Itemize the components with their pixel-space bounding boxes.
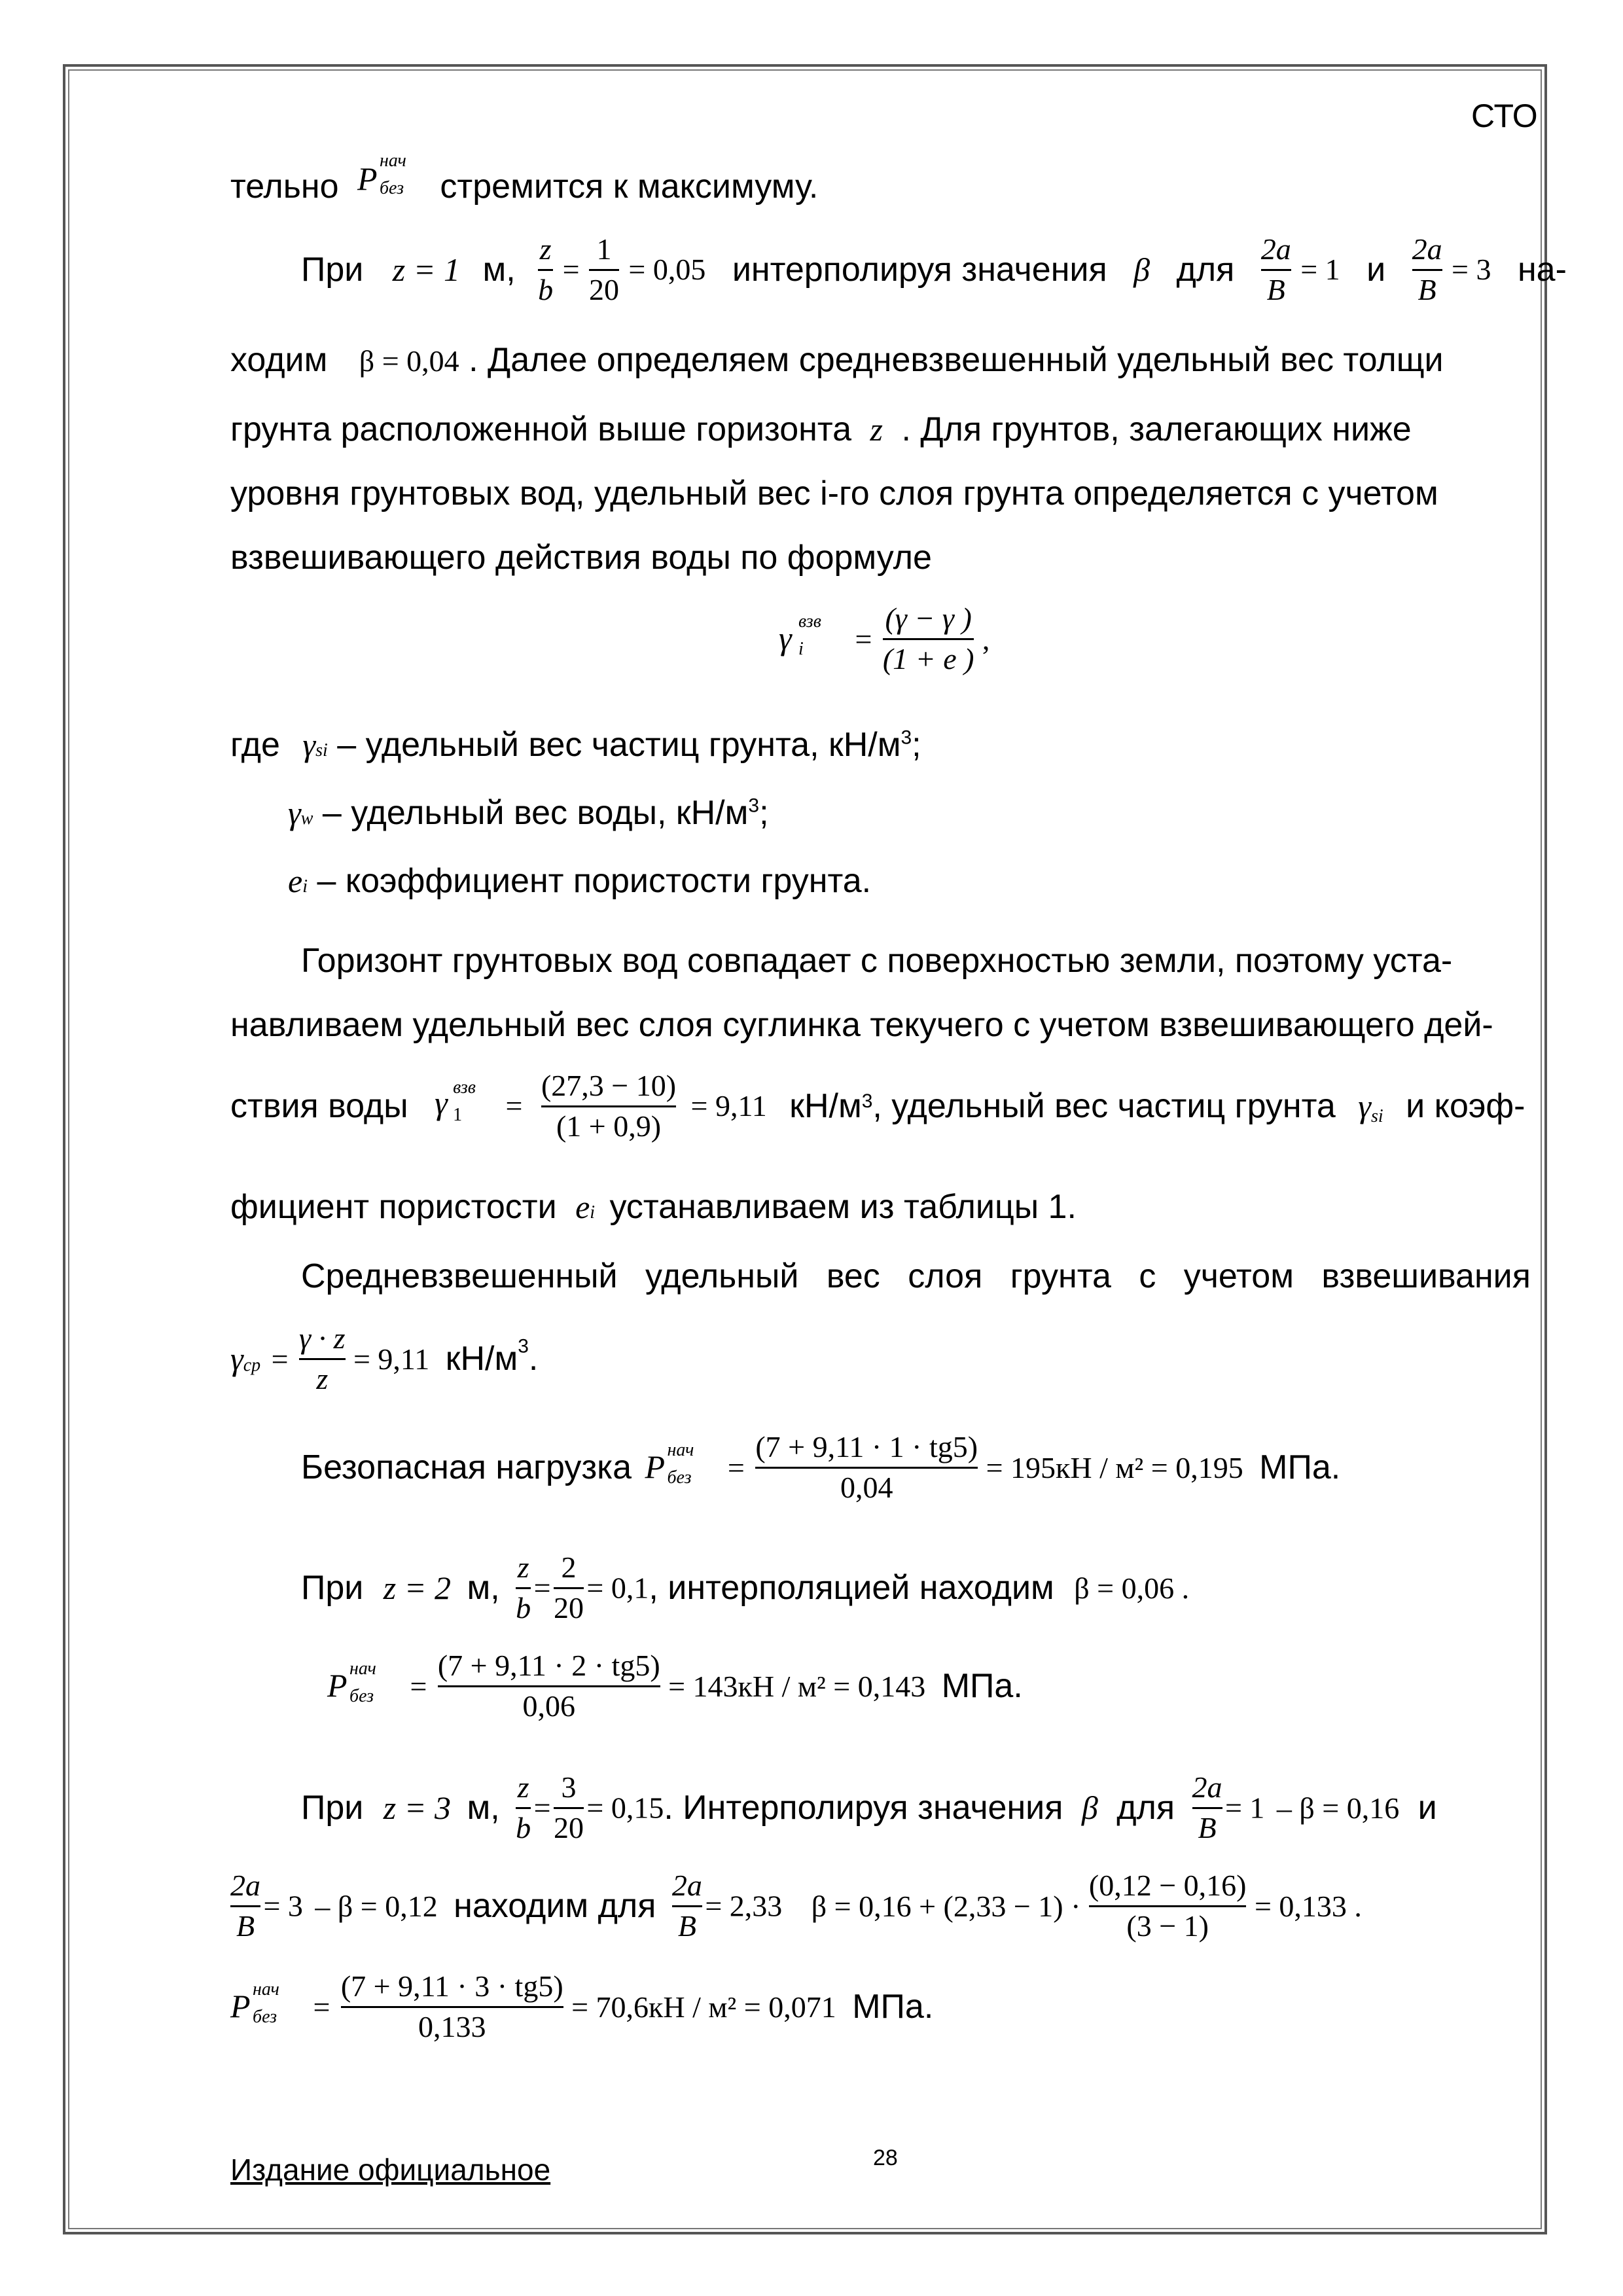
para1-line6: взвешивающего действия воды по формуле <box>230 539 932 577</box>
math-value: = 0,05 <box>628 253 706 287</box>
text-fragment: ходим <box>230 341 328 379</box>
text-fragment: где <box>230 726 280 764</box>
text-fragment: для <box>1176 251 1235 289</box>
math-value: = 9,11 <box>353 1342 430 1376</box>
sup-nach: нач <box>667 1440 694 1461</box>
def-gamma-si <box>230 728 921 762</box>
text-fragment: При <box>301 1569 364 1607</box>
math-value: = 0,15 <box>586 1791 664 1825</box>
den: 0,04 <box>840 1470 893 1504</box>
frac-bar <box>1412 269 1442 271</box>
num: z <box>517 1770 529 1804</box>
eq: = <box>505 1089 523 1123</box>
math-value: β = 0,16 + (2,33 − 1) · <box>811 1889 1081 1923</box>
eq: = <box>855 622 872 656</box>
text-fragment: интерполируя значения <box>732 251 1107 289</box>
formula-p2 <box>327 1649 1023 1723</box>
doc-code: СТО <box>1471 98 1538 134</box>
text-fragment: МПа. <box>941 1667 1023 1706</box>
frac-p3 <box>341 1970 563 2043</box>
sub-bez: без <box>667 1467 692 1488</box>
para1-line2 <box>301 233 1567 306</box>
math-z3: z = 3 <box>383 1789 451 1827</box>
frac-2a-B <box>672 1869 702 1943</box>
text-fragment: кН/м <box>789 1087 862 1126</box>
frac-bar <box>438 1685 660 1687</box>
frac-bar <box>516 1807 531 1809</box>
text-fragment: находим для <box>454 1887 656 1926</box>
eq: = <box>313 1990 330 2024</box>
p-nach-bez-symbol <box>645 1440 717 1488</box>
sup-3: 3 <box>518 1335 529 1357</box>
eq: = <box>562 253 580 287</box>
symbol-gamma: γ <box>302 726 316 763</box>
frac-bar <box>589 269 619 271</box>
sup-nach: нач <box>349 1659 376 1679</box>
text-fragment: кН/м <box>445 1340 518 1378</box>
frac-bar <box>541 1105 676 1107</box>
math-beta: β <box>1133 251 1150 289</box>
num: 2a <box>1260 232 1291 266</box>
text-fragment: . Далее определяем средневзвешенный удельный вес толщи <box>469 341 1444 379</box>
den: z <box>316 1361 329 1395</box>
para1-line3 <box>230 343 1444 377</box>
text-fragment: м, <box>482 251 516 289</box>
frac-gamma <box>883 602 974 675</box>
frac-2-20 <box>554 1551 584 1624</box>
frac-z-b <box>516 1771 531 1844</box>
sub-i: i <box>798 639 804 660</box>
para3-line1: Средневзвешенный удельный вес слоя грунта с учетом взвешивания <box>301 1257 1531 1295</box>
den: b <box>516 1810 531 1844</box>
text-fragment: При <box>301 1789 364 1827</box>
sup-3: 3 <box>748 795 760 817</box>
frac-2a-B <box>1261 233 1291 306</box>
frac-bar <box>230 1905 260 1907</box>
frac-bar <box>755 1467 978 1469</box>
math-value: = 1 <box>1300 253 1340 287</box>
symbol-e: e <box>288 863 303 899</box>
frac-bar <box>341 2006 563 2008</box>
num: (0,12 − 0,16) <box>1088 1869 1247 1902</box>
text-fragment: ствия воды <box>230 1087 408 1126</box>
math-value: – β = 0,12 <box>315 1889 438 1923</box>
text-fragment: фициент пористости <box>230 1188 557 1226</box>
text-fragment: стремится к максимуму. <box>440 168 819 206</box>
math-value: = 195кН / м² = 0,195 <box>986 1450 1243 1484</box>
z2-line <box>301 1551 1189 1624</box>
den: 20 <box>553 1810 584 1844</box>
num: 2a <box>671 1869 702 1902</box>
math-value: = 70,6кН / м² = 0,071 <box>571 1990 836 2024</box>
eq: = <box>271 1342 289 1376</box>
sup-3: 3 <box>901 726 912 749</box>
sub-si: si <box>315 740 328 761</box>
def-ei <box>288 864 871 898</box>
den: b <box>538 272 554 306</box>
num: 2a <box>1192 1770 1222 1804</box>
gamma-1-vzv <box>435 1077 487 1126</box>
text-fragment: ; <box>759 794 769 832</box>
num: (7 + 9,11 · 3 · tg5) <box>340 1969 563 2003</box>
math-value: β = 0,06 . <box>1074 1571 1190 1605</box>
sub-bez: без <box>253 2007 277 2028</box>
num: (γ − γ ) <box>885 601 972 635</box>
text-fragment: , интерполяцией находим <box>649 1569 1054 1607</box>
sub-i: i <box>590 1202 596 1223</box>
sup-nach: нач <box>253 1979 279 2000</box>
para1-line5: уровня грунтовых вод, удельный вес i-го слоя грунта определяется с учетом <box>230 475 1438 512</box>
text-fragment: При <box>301 251 364 289</box>
sup-vzv: взв <box>798 611 821 632</box>
text-fragment: грунта расположенной выше горизонта <box>230 410 852 448</box>
den: 20 <box>588 272 619 306</box>
math-value: – β = 0,16 <box>1276 1791 1400 1825</box>
math-value: β = 0,04 <box>359 344 459 378</box>
z3-line2 <box>230 1869 1362 1943</box>
math-beta: β <box>1081 1789 1098 1827</box>
math-value: = 1 <box>1224 1791 1265 1825</box>
num: 2a <box>230 1869 260 1902</box>
frac-p2 <box>438 1649 660 1723</box>
para1-line1 <box>230 151 819 206</box>
para2-line4 <box>230 1190 1077 1224</box>
symbol-gamma: γ <box>779 620 792 657</box>
num: 3 <box>561 1770 577 1804</box>
text-fragment: тельно <box>230 168 339 206</box>
sub-bez: без <box>379 178 404 198</box>
sub-sp: ср <box>243 1355 261 1376</box>
para1-line4 <box>230 412 1412 446</box>
den: B <box>236 1909 255 1943</box>
num: 2 <box>561 1551 577 1584</box>
text-fragment: и коэф- <box>1406 1087 1525 1126</box>
para2-line3 <box>230 1069 1525 1143</box>
text-fragment: , удельный вес частиц грунта <box>872 1087 1336 1126</box>
text-fragment: МПа. <box>852 1988 934 2026</box>
frac-gamma1 <box>541 1069 676 1143</box>
symbol-gamma: γ <box>1358 1088 1371 1125</box>
frac-3-20 <box>554 1771 584 1844</box>
math-value: = 0,133 . <box>1254 1889 1362 1923</box>
symbol-gamma: γ <box>288 795 301 831</box>
frac-bar <box>516 1587 531 1589</box>
frac-bar <box>299 1358 346 1360</box>
sup-3: 3 <box>861 1090 873 1112</box>
math-z1: z = 1 <box>392 251 460 289</box>
text-fragment: Безопасная нагрузка <box>301 1448 632 1487</box>
num: 1 <box>596 232 612 266</box>
z3-line <box>301 1771 1437 1844</box>
num: (27,3 − 10) <box>541 1069 677 1102</box>
den: B <box>1418 272 1436 306</box>
frac-bar <box>672 1905 702 1907</box>
text-fragment: – удельный вес воды, кН/м <box>322 794 749 832</box>
num: (7 + 9,11 · 2 · tg5) <box>437 1649 660 1682</box>
p-nach-bez-symbol <box>353 151 425 198</box>
text-fragment: м, <box>467 1569 500 1607</box>
frac-z-b <box>538 233 553 306</box>
text-fragment: устанавливаем из таблицы 1. <box>609 1188 1077 1226</box>
frac-bar <box>1089 1905 1247 1907</box>
math-z2: z = 2 <box>383 1570 451 1607</box>
den: (1 + 0,9) <box>556 1109 662 1143</box>
text-fragment: и <box>1366 251 1386 289</box>
footer-official-edition: Издание официальное <box>230 2153 551 2187</box>
math-value: = 143кН / м² = 0,143 <box>668 1669 926 1703</box>
eq: = <box>410 1669 427 1703</box>
text-fragment: для <box>1116 1789 1175 1827</box>
safe-load-line <box>301 1431 1340 1504</box>
den: (3 − 1) <box>1126 1909 1209 1943</box>
den: 0,06 <box>522 1689 575 1723</box>
num: 2a <box>1412 232 1442 266</box>
math-value: = 9,11 <box>690 1089 767 1123</box>
symbol-P: P <box>357 160 378 197</box>
frac-beta-calc <box>1089 1869 1247 1943</box>
text-fragment: . Интерполируя значения <box>664 1789 1063 1827</box>
frac-bar <box>1192 1807 1222 1809</box>
frac-bar <box>554 1807 584 1809</box>
den: B <box>677 1909 696 1943</box>
formula-gamma-vzv <box>779 602 990 675</box>
frac-p1 <box>755 1431 978 1504</box>
text-fragment: на- <box>1517 251 1567 289</box>
symbol-P: P <box>230 1988 251 2025</box>
den: B <box>1198 1810 1217 1844</box>
frac-z-b <box>516 1551 531 1624</box>
frac-gamma-sp <box>299 1322 346 1395</box>
num: z <box>539 232 552 266</box>
text-fragment: . Для грунтов, залегающих ниже <box>901 410 1412 448</box>
math-value: = 3 <box>263 1889 303 1923</box>
num: z <box>517 1551 529 1584</box>
frac-2a-B <box>1192 1771 1222 1844</box>
sub-w: w <box>300 808 313 829</box>
sub-bez: без <box>349 1686 374 1707</box>
text-fragment: и <box>1418 1789 1437 1827</box>
para2-line2: навливаем удельный вес слоя суглинка текучего с учетом взвешивающего дей- <box>230 1006 1493 1044</box>
frac-1-20 <box>589 233 619 306</box>
symbol-P: P <box>327 1667 348 1704</box>
frac-bar <box>883 638 974 640</box>
symbol-gamma: γ <box>435 1085 448 1122</box>
den: b <box>516 1590 531 1624</box>
text-fragment: – удельный вес частиц грунта, кН/м <box>337 726 901 764</box>
def-gamma-w <box>288 796 769 830</box>
frac-bar <box>554 1587 584 1589</box>
eq: = <box>533 1571 551 1605</box>
den: (1 + e ) <box>882 641 974 675</box>
sub-i: i <box>302 876 308 897</box>
text-fragment: – коэффициент пористости грунта. <box>317 862 872 900</box>
symbol-gamma: γ <box>230 1340 243 1378</box>
text-fragment: . <box>528 1340 539 1378</box>
sub-si: si <box>1370 1105 1383 1126</box>
sup-vzv: взв <box>453 1077 476 1098</box>
para2-line1: Горизонт грунтовых вод совпадает с поверхностью земли, поэтому уста- <box>301 942 1453 980</box>
sup-nach: нач <box>379 151 406 171</box>
symbol-e: e <box>575 1189 590 1225</box>
text-fragment: м, <box>467 1789 500 1827</box>
num: γ · z <box>299 1321 346 1355</box>
comma: , <box>982 622 990 656</box>
math-value: = 0,1 <box>586 1571 649 1605</box>
den: B <box>1266 272 1285 306</box>
text-fragment: МПа. <box>1259 1448 1341 1487</box>
gamma-i-vzv <box>779 611 844 660</box>
text-fragment: ; <box>912 726 921 764</box>
math-value: = 3 <box>1452 253 1491 287</box>
den: 20 <box>553 1590 584 1624</box>
frac-2a-B <box>1412 233 1442 306</box>
den: 0,133 <box>418 2009 486 2043</box>
frac-2a-B <box>230 1869 260 1943</box>
eq: = <box>533 1791 551 1825</box>
p-nach-bez-symbol <box>230 1979 302 2028</box>
formula-gamma-sp <box>230 1322 538 1395</box>
frac-bar <box>1261 269 1291 271</box>
formula-p3 <box>230 1970 933 2043</box>
sub-1: 1 <box>453 1105 463 1126</box>
p-nach-bez-symbol <box>327 1659 399 1707</box>
page-number: 28 <box>873 2145 898 2170</box>
frac-bar <box>538 269 553 271</box>
math-z: z <box>870 411 883 448</box>
symbol-P: P <box>645 1448 665 1486</box>
num: (7 + 9,11 · 1 · tg5) <box>755 1430 978 1463</box>
math-value: = 2,33 <box>705 1889 783 1923</box>
eq: = <box>727 1450 745 1484</box>
